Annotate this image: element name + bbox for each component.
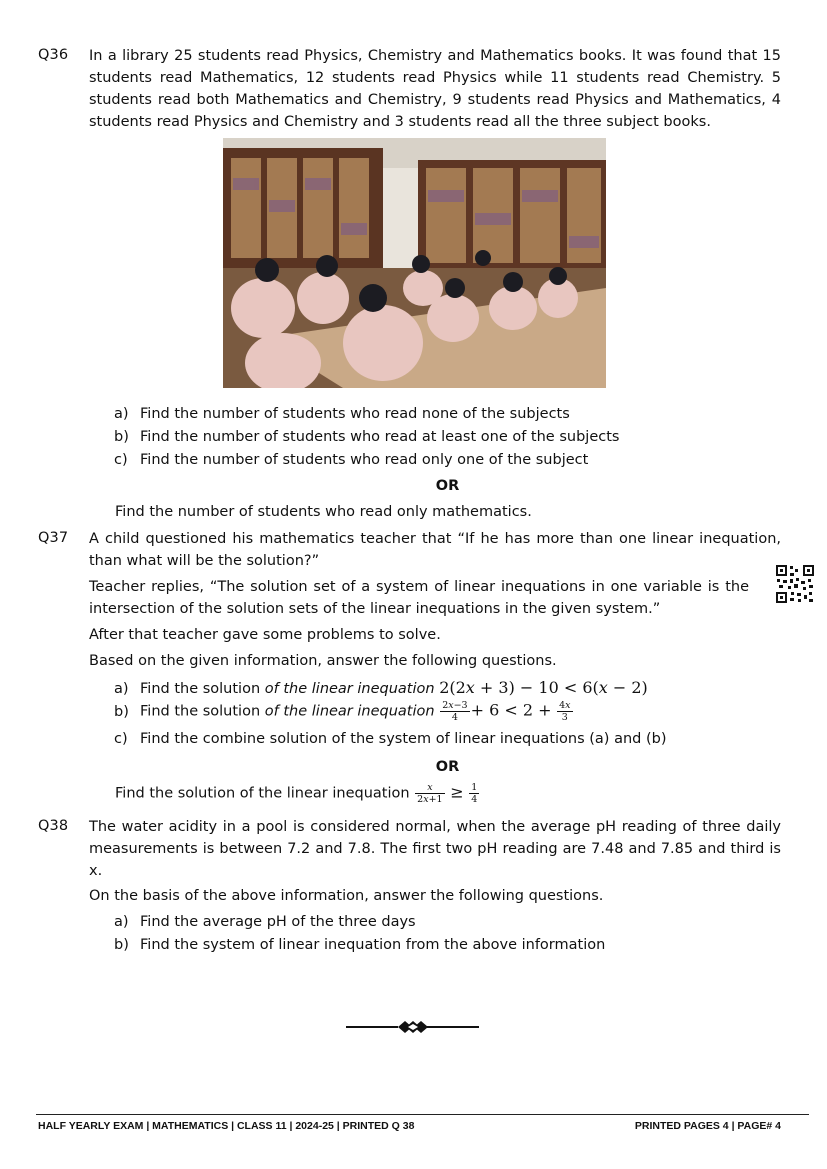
question-text: In a library 25 students read Physics, Chemistry and Mathematics books. It was found that 15 students read Mathematics, 12 students read Physics while 11 students read Chemistry. 5 students read both Mathematics and Chemistry, 9 students read Physics and Mathematics, 4 students read Physics and Chemistry and 3 students read all the three subject books. bbox=[89, 48, 781, 130]
fraction: $\frac{1}{4}$ bbox=[471, 782, 478, 805]
fraction: $\frac{\text{2𝑥−3}}{4}$ bbox=[442, 700, 468, 723]
question-text: On the basis of the above information, answer the following questions. bbox=[89, 888, 604, 904]
inequation-a: 2(2𝑥 + 3) − 10 < 6(𝑥 − 2) bbox=[439, 678, 648, 697]
footer-divider bbox=[36, 1114, 809, 1115]
question-number: Q37 bbox=[38, 530, 69, 546]
fraction: $\frac{\text{𝑥}}{\text{2𝑥+1}}$ bbox=[417, 782, 443, 805]
or-divider: OR bbox=[435, 759, 460, 775]
or-question: Find the solution of the linear inequation $\frac{\text{𝑥}}{\text{2𝑥+1}}$ ≥ $\frac{1}{4}$ bbox=[115, 782, 478, 805]
or-divider: OR bbox=[435, 478, 460, 494]
list-item: c) Find the combine solution of the system of linear inequations (a) and (b) bbox=[114, 731, 667, 747]
footer-right: PRINTED PAGES 4 | PAGE# 4 bbox=[634, 1120, 781, 1132]
list-item: b) Find the solution of the linear inequation $\frac{\text{2𝑥−3}}{4}$ + 6 < 2 + $\frac{\text{4𝑥}}{3}$ bbox=[114, 700, 571, 723]
list-item: a) Find the average pH of the three days bbox=[114, 914, 416, 930]
question-text: The water acidity in a pool is considered normal, when the average pH reading of three daily measurements is between 7.2 and 7.8. The first two pH reading are 7.48 and 7.85 and third is x. bbox=[89, 819, 781, 879]
list-item: c) Find the number of students who read only one of the subject bbox=[114, 452, 589, 468]
question-number: Q36 bbox=[38, 47, 69, 63]
end-ornament bbox=[346, 1018, 479, 1036]
list-item: a) Find the solution of the linear inequation 2(2𝑥 + 3) − 10 < 6(𝑥 − 2) bbox=[114, 678, 648, 697]
question-text: Based on the given information, answer the following questions. bbox=[89, 653, 557, 669]
list-item: a) Find the number of students who read none of the subjects bbox=[114, 406, 570, 422]
question-text: After that teacher gave some problems to solve. bbox=[89, 627, 441, 643]
list-item: b) Find the number of students who read at least one of the subjects bbox=[114, 429, 620, 445]
list-item: b) Find the system of linear inequation from the above information bbox=[114, 937, 606, 953]
footer-left: HALF YEARLY EXAM | MATHEMATICS | CLASS 11 | 2024-25 | PRINTED Q 38 bbox=[38, 1120, 415, 1132]
or-question: Find the number of students who read only mathematics. bbox=[115, 504, 532, 520]
library-photo bbox=[223, 138, 606, 388]
question-text: A child questioned his mathematics teacher that “If he has more than one linear inequation, than what will be the solution?” bbox=[89, 531, 781, 569]
qr-code bbox=[776, 565, 814, 603]
teacher-reply: Teacher replies, “The solution set of a system of linear inequations in one variable is the intersection of the solution sets of the linear inequations in the given system.” bbox=[89, 579, 749, 617]
question-number: Q38 bbox=[38, 818, 69, 834]
fraction: $\frac{\text{4𝑥}}{3}$ bbox=[559, 700, 571, 723]
